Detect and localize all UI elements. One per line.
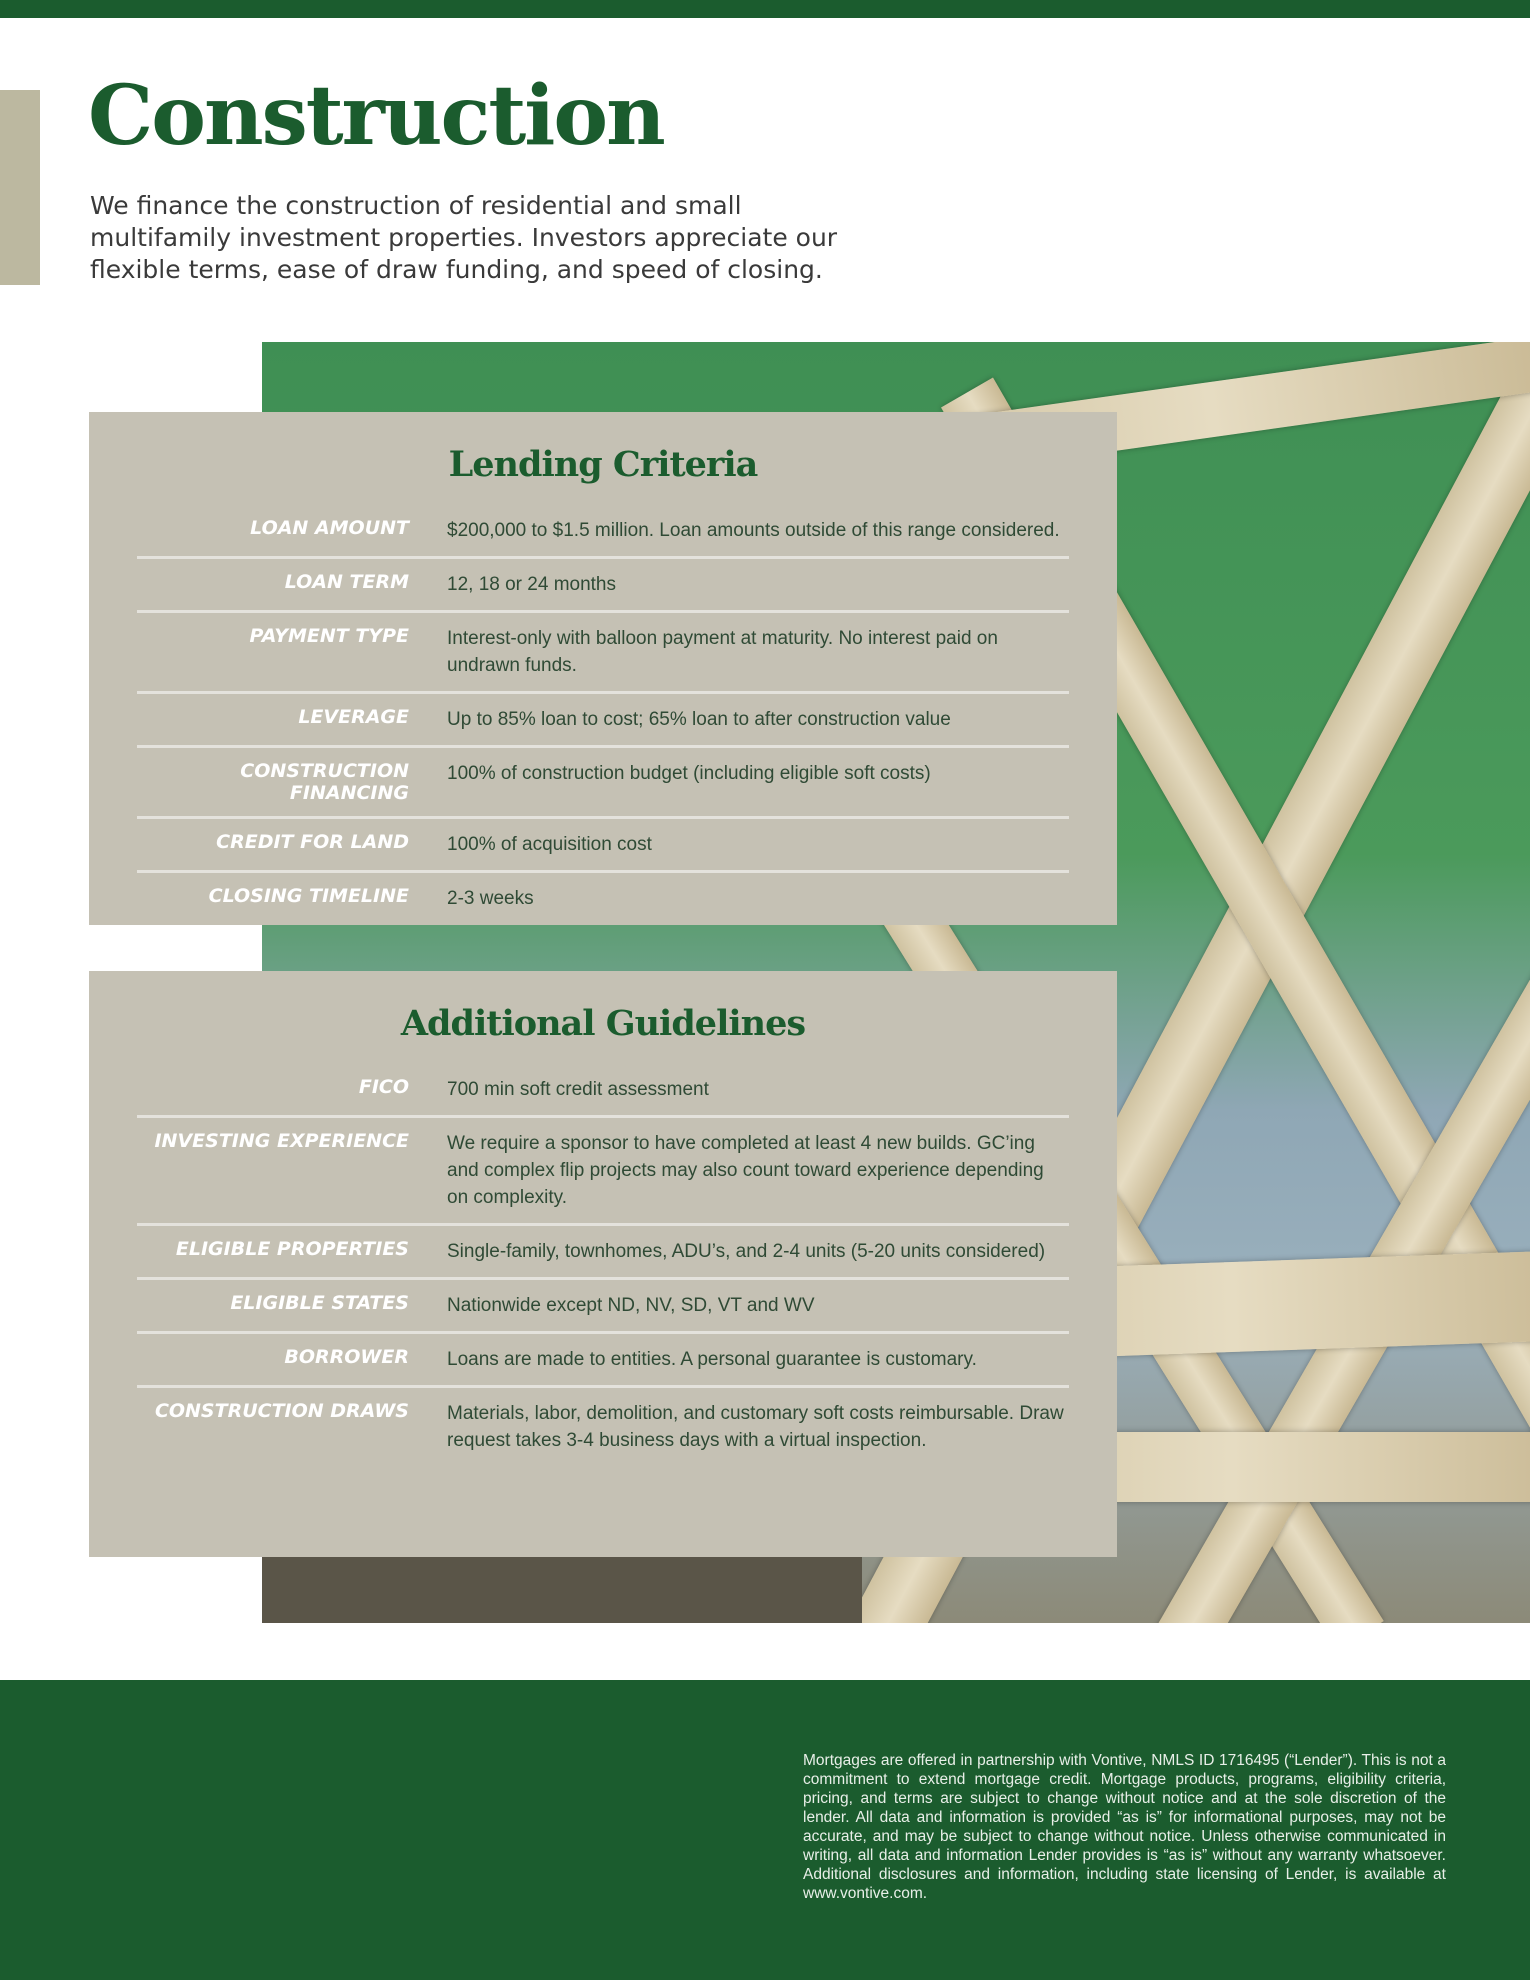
criteria-label: ELIGIBLE PROPERTIES bbox=[175, 1238, 409, 1260]
criteria-row bbox=[137, 613, 1069, 694]
lending-criteria-card bbox=[89, 412, 1117, 925]
criteria-value: Nationwide except ND, NV, SD, VT and WV bbox=[447, 1295, 815, 1316]
disclaimer-text: Mortgages are offered in partnership with Vontive, NMLS ID 1716495 (“Lender”). This is not a commitment to extend mortgage credit. Mortgage products, programs, eligibility criteria, pricing, and terms are subject to change without notice and at the sole discretion of the lender. All data and information is provided “as is” for informational purposes, may not be accurate, and may be subject to change without notice. Unless otherwise communicated in writing, all data and information Lender provides is “as is” without any warranty whatsoever. Additional disclosures and information, including state licensing of Lender, is available at www.vontive.com. bbox=[803, 1752, 1446, 1902]
criteria-label: BORROWER bbox=[284, 1346, 409, 1368]
criteria-value: Interest-only with balloon payment at maturity. No interest paid on undrawn funds. bbox=[447, 628, 998, 676]
criteria-label: CREDIT FOR LAND bbox=[216, 831, 409, 853]
criteria-value: Materials, labor, demolition, and customary soft costs reimbursable. Draw request takes 3-4 business days with a virtual inspection. bbox=[447, 1403, 1064, 1451]
criteria-value: Single-family, townhomes, ADU’s, and 2-4 units (5-20 units considered) bbox=[447, 1241, 1046, 1262]
criteria-row bbox=[137, 1226, 1069, 1280]
intro-text: We finance the construction of residential and small multifamily investment properties. Investors appreciate our flexible terms, ease of draw funding, and speed of closing. bbox=[90, 191, 838, 284]
criteria-value: 2-3 weeks bbox=[447, 888, 534, 909]
criteria-row bbox=[137, 1334, 1069, 1388]
additional-guidelines-heading: Additional Guidelines bbox=[400, 1003, 806, 1044]
top-bar bbox=[0, 0, 1530, 18]
criteria-value: 12, 18 or 24 months bbox=[447, 574, 616, 595]
criteria-row bbox=[137, 694, 1069, 748]
criteria-value: $200,000 to $1.5 million. Loan amounts outside of this range considered. bbox=[447, 520, 1060, 541]
criteria-value: Loans are made to entities. A personal guarantee is customary. bbox=[447, 1349, 977, 1370]
criteria-value: 100% of acquisition cost bbox=[447, 834, 652, 855]
criteria-value: We require a sponsor to have completed at least 4 new builds. GC’ing and complex flip projects may also count toward experience depending on complexity. bbox=[447, 1133, 1044, 1208]
criteria-label: CONSTRUCTION FINANCING bbox=[240, 760, 409, 804]
criteria-row bbox=[137, 559, 1069, 613]
lending-criteria-heading: Lending Criteria bbox=[448, 444, 758, 485]
criteria-label: LEVERAGE bbox=[298, 706, 409, 728]
criteria-label: CLOSING TIMELINE bbox=[208, 885, 409, 907]
page-title: Construction bbox=[88, 68, 664, 164]
criteria-value: Up to 85% loan to cost; 65% loan to after construction value bbox=[447, 709, 951, 730]
criteria-row bbox=[137, 505, 1069, 559]
criteria-row bbox=[137, 819, 1069, 873]
criteria-row bbox=[137, 1388, 1069, 1466]
criteria-label: LOAN AMOUNT bbox=[250, 517, 409, 539]
criteria-row bbox=[137, 1064, 1069, 1118]
criteria-row bbox=[137, 873, 1069, 924]
criteria-label: INVESTING EXPERIENCE bbox=[154, 1130, 409, 1152]
criteria-label: PAYMENT TYPE bbox=[249, 625, 409, 647]
criteria-row bbox=[137, 1118, 1069, 1226]
criteria-row bbox=[137, 1280, 1069, 1334]
additional-guidelines-card bbox=[89, 971, 1117, 1557]
criteria-label: LOAN TERM bbox=[284, 571, 409, 593]
criteria-label: ELIGIBLE STATES bbox=[230, 1292, 409, 1314]
criteria-value: 100% of construction budget (including eligible soft costs) bbox=[447, 763, 931, 784]
accent-bar bbox=[0, 90, 40, 285]
criteria-value: 700 min soft credit assessment bbox=[447, 1079, 709, 1100]
criteria-label: CONSTRUCTION DRAWS bbox=[154, 1400, 409, 1422]
criteria-label: FICO bbox=[358, 1076, 409, 1098]
criteria-row bbox=[137, 748, 1069, 819]
